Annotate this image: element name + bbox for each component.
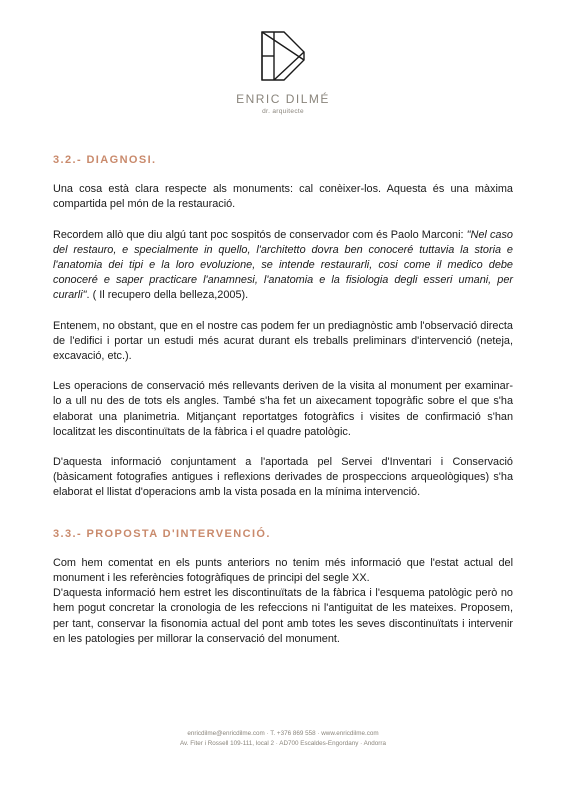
paragraph: D'aquesta informació hem estret les discontinuïtats de la fàbrica i l'esquema patològic però no hem pogut concretar la cronologia de les refeccions ni l'antiguitat de les mateixes. Proposem, per tant, conservar la fisonomia actual del pont amb totes les seves discontinuïtats i intervenir en les patologies per millorar la conservació del monument. <box>53 587 513 645</box>
quote-source: . ( Il recupero della belleza,2005). <box>86 289 249 302</box>
footer-contact: enricdilme@enricdilme.com · T. +376 869 558 · www.enricdilme.com <box>187 730 379 737</box>
paragraph: Una cosa està clara respecte als monuments: cal conèixer-los. Aquesta és una màxima compartida pel món de la restauració. <box>53 183 513 211</box>
paragraph: Les operacions de conservació més rellevants deriven de la visita al monument per examinar-lo a ull nu des de tots els angles. També s'ha fet un aixecament topogràfic sobre el que s'ha elaborat una planimetria. Mitjançant reportatges fotogràfics i visites de confirmació s'han localitzat les discontinuïtats de la fàbrica i el quadre patològic. <box>53 380 513 438</box>
section-heading-diagnosi: 3.2.- DIAGNOSI. <box>53 154 157 166</box>
brand-name: ENRIC DILMÉ <box>236 92 330 106</box>
footer-address: Av. Fiter i Rossell 109-111, local 2 · AD700 Escaldes-Engordany · Andorra <box>179 740 387 747</box>
ed-monogram-logo-icon <box>260 30 306 82</box>
page-footer <box>0 729 566 749</box>
paragraph: D'aquesta informació conjuntament a l'aportada pel Servei d'Inventari i Conservació (bàsicament fotografies antigues i reflexions derivades de prospeccions arqueològiques) s'ha elaborat el llistat d'operacions amb la vista posada en la mínima intervenció. <box>53 456 513 499</box>
paragraph-quote <box>53 228 513 304</box>
header-logo-block <box>0 30 566 115</box>
section-heading-proposta: 3.3.- PROPOSTA D'INTERVENCIÓ. <box>53 527 271 540</box>
quote-intro: Recordem allò que diu algú tant poc sospitós de conservador com és Paolo Marconi: <box>53 228 464 241</box>
quote-text: "Nel caso del restauro, e specialmente in quello, l'architetto dovra ben conoceré tuttavia la storia e l'anatomia dei tipi e la loro evoluzione, se intende restaurarli, cosi come il medico debe conoceré e saper practicare l'anamnesi, l'anatomia e la fisiologia degli esseri umani, per curarli" <box>53 228 513 302</box>
paragraph: Com hem comentat en els punts anteriors no tenim més informació que l'estat actual del monument i les referències fotogràfiques de principi del segle XX. <box>53 556 513 585</box>
document-body <box>53 153 513 662</box>
paragraph: Entenem, no obstant, que en el nostre cas podem fer un prediagnòstic amb l'observació directa de l'edifici i portar un estudi més acurat durant els treballs preliminars d'intervenció (neteja, excavació, etc.). <box>53 319 513 363</box>
brand-tagline: dr. arquitecte <box>262 108 304 115</box>
